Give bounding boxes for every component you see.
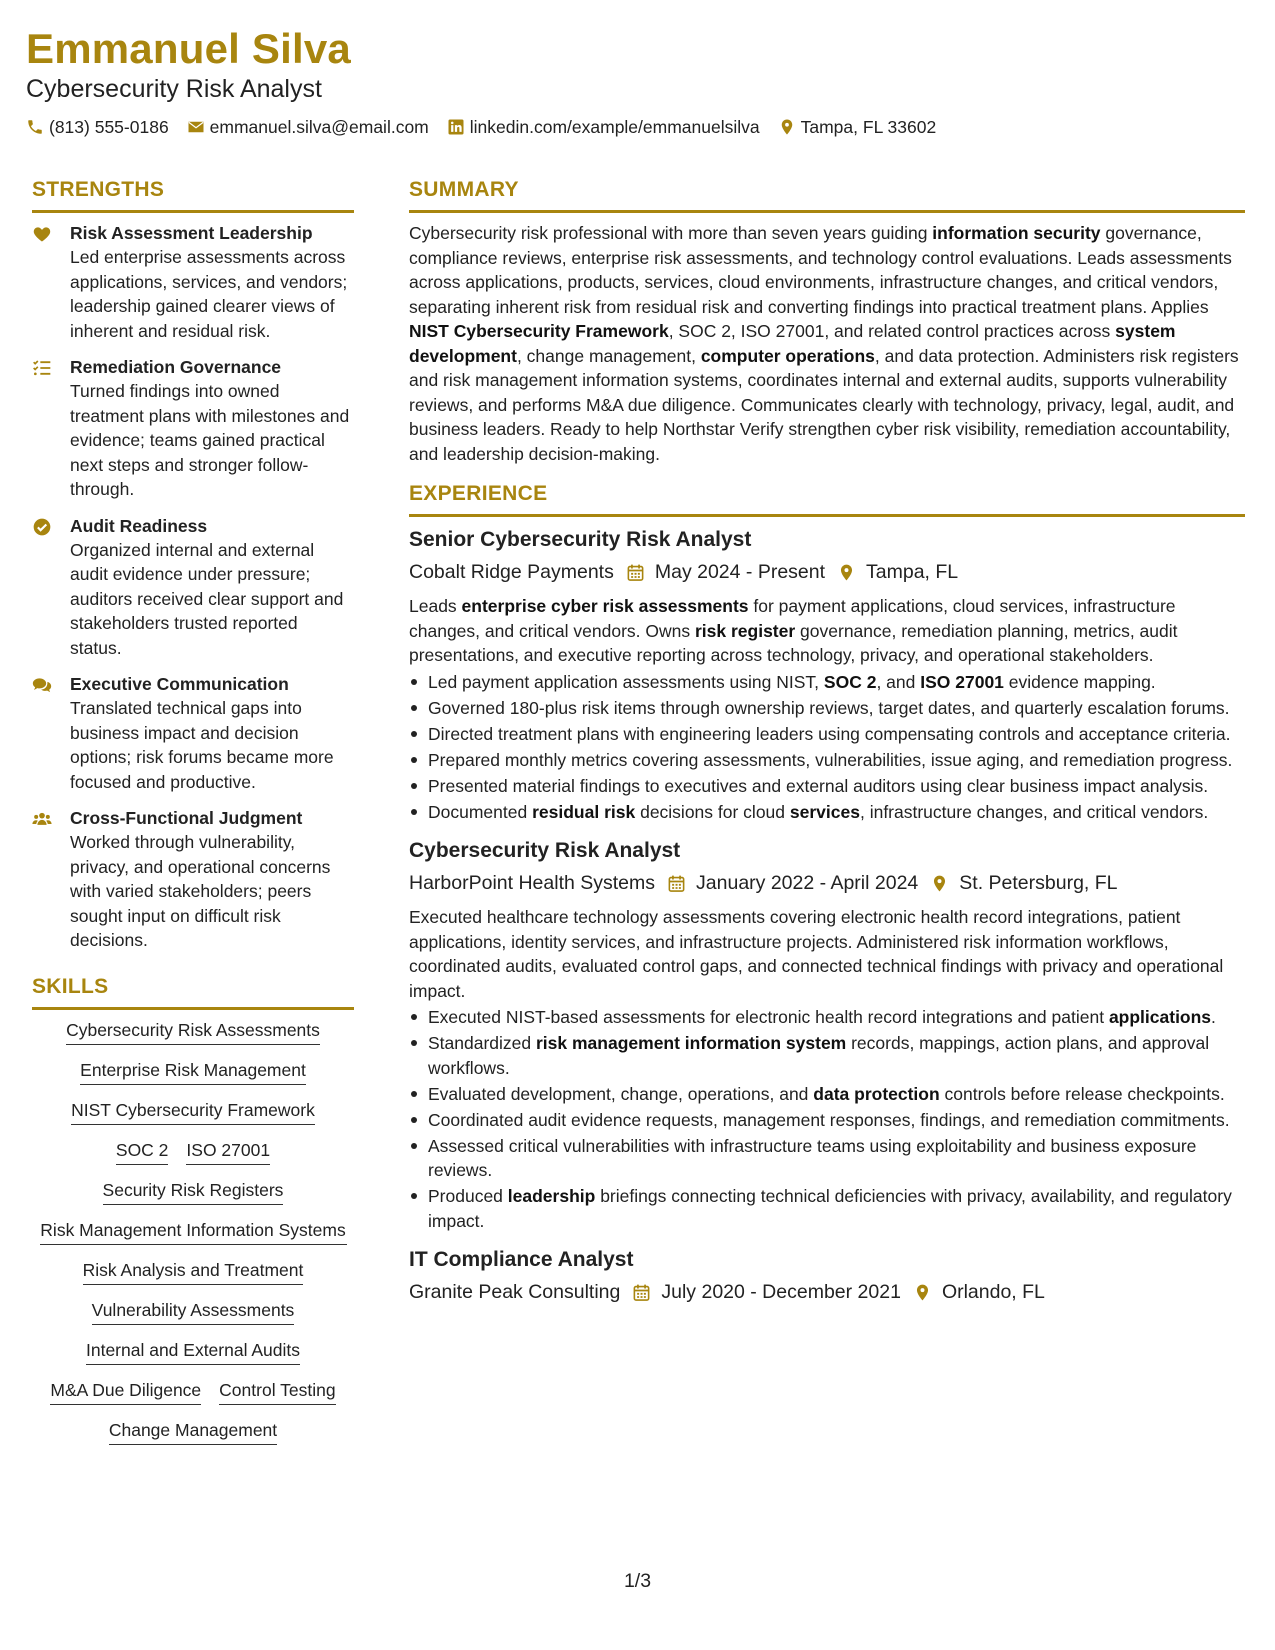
section-divider [409, 210, 1245, 213]
job-location: Orlando, FL [941, 1281, 1045, 1303]
contact-bar [26, 114, 1246, 140]
job-location: St. Petersburg, FL [959, 872, 1118, 894]
job-meta [409, 868, 1245, 898]
skill-tag: SOC 2 [116, 1138, 169, 1165]
skill-tag: Risk Analysis and Treatment [83, 1258, 304, 1285]
section-divider [32, 1007, 354, 1010]
job-location: Tampa, FL [866, 561, 959, 583]
strength-item [32, 514, 354, 661]
skill-tag: ISO 27001 [186, 1138, 270, 1165]
emphasis-text: information security [932, 223, 1101, 243]
emphasis-text: computer operations [700, 345, 875, 366]
bullet-item: Assessed critical vulnerabilities with infrastructure teams using exploitability and business exposure reviews. [409, 1134, 1245, 1183]
emphasis-text: residual risk [532, 801, 636, 822]
email-text: emmanuel.silva@email.com [209, 116, 429, 137]
job-bullets [409, 670, 1245, 825]
strengths-heading: STRENGTHS [32, 178, 165, 201]
bullet-item: Documented residual risk decisions for cloud services, infrastructure changes, and critical vendors. [409, 800, 1245, 825]
section-divider [32, 210, 354, 213]
experience-heading: EXPERIENCE [409, 482, 548, 505]
bullet-item: Evaluated development, change, operations, and data protection controls before release checkpoints. [409, 1082, 1245, 1107]
job-bullets [409, 1005, 1245, 1233]
bullet-item: Executed NIST-based assessments for electronic health record integrations and patient applications. [409, 1005, 1245, 1030]
emphasis-text: applications [1108, 1007, 1212, 1027]
map-pin-icon [778, 118, 796, 136]
bullet-item: Coordinated audit evidence requests, management responses, findings, and remediation commitments. [409, 1108, 1245, 1133]
emphasis-text: NIST Cybersecurity Framework [409, 321, 669, 341]
emphasis-text: risk register [694, 620, 796, 641]
strength-title: Executive Communication [70, 674, 289, 694]
job-meta [409, 557, 1245, 587]
bullet-item: Produced leadership briefings connecting technical deficiencies with privacy, availability, and regulatory impact. [409, 1184, 1245, 1233]
contact-email[interactable] [187, 117, 429, 138]
job-entry [409, 525, 1245, 824]
contact-phone[interactable] [26, 117, 169, 138]
skill-tag: Internal and External Audits [86, 1338, 300, 1365]
job-title: Cybersecurity Risk Analyst [409, 839, 681, 862]
contact-linkedin[interactable] [447, 117, 760, 138]
strength-item [32, 221, 354, 343]
skills-heading: SKILLS [32, 974, 109, 998]
emphasis-text: services [789, 801, 860, 822]
emphasis-text: leadership [507, 1186, 596, 1206]
section-divider [409, 514, 1245, 517]
skill-tag: Vulnerability Assessments [92, 1298, 295, 1325]
candidate-title: Cybersecurity Risk Analyst [26, 75, 322, 103]
candidate-name: Emmanuel Silva [26, 25, 351, 72]
left-column [32, 176, 354, 1445]
summary-heading: SUMMARY [409, 178, 519, 201]
skill-tag: M&A Due Diligence [50, 1378, 201, 1405]
bullet-item: Governed 180-plus risk items through ownership reviews, target dates, and quarterly escalation forums. [409, 696, 1245, 721]
skill-tag: NIST Cybersecurity Framework [71, 1098, 315, 1125]
job-entry [409, 836, 1245, 1233]
job-entry [409, 1245, 1245, 1307]
job-description: Leads enterprise cyber risk assessments for payment applications, cloud services, infrastructure changes, and critical vendors. Owns risk register governance, remediation planning, metrics, audit presentations, and executive reporting across technology, privacy, and operational stakeholders. [409, 596, 1178, 665]
strength-desc: Organized internal and external audit evidence under pressure; auditors received clear support and stakeholders trusted reported status. [70, 539, 344, 658]
job-dates: May 2024 - Present [654, 561, 826, 583]
bullet-item: Led payment application assessments using NIST, SOC 2, and ISO 27001 evidence mapping. [409, 670, 1245, 695]
strength-item [32, 672, 354, 794]
right-column [409, 176, 1245, 1307]
comments-icon [32, 675, 52, 695]
strength-title: Cross-Functional Judgment [70, 808, 303, 828]
calendar-icon [626, 563, 645, 582]
strength-item [32, 806, 354, 953]
emphasis-text: ISO 27001 [920, 671, 1004, 692]
job-title: Senior Cybersecurity Risk Analyst [409, 528, 752, 551]
calendar-icon [632, 1283, 651, 1302]
users-icon [32, 809, 52, 829]
phone-text: (813) 555-0186 [49, 116, 169, 137]
strength-item [32, 355, 354, 502]
envelope-icon [187, 118, 205, 136]
calendar-icon [667, 874, 686, 893]
summary-text: Cybersecurity risk professional with more than seven years guiding information security governance, compliance reviews, enterprise risk assessments, and technology control evaluations. Leads assessments across applications, products, services, cloud environments, infrastructure changes, and critical vendors, separating inherent risk from residual risk and converting findings into practical treatment plans. Applies NIST Cybersecurity Framework, SOC 2, ISO 27001, and related control practices across system development, change management, computer operations, and data protection. Administers risk registers and risk management information systems, coordinates internal and external audits, supports vulnerability reviews, and performs M&A due diligence. Communicates clearly with technology, privacy, legal, audit, and business leaders. Ready to help Northstar Verify strengthen cyber risk visibility, remediation accountability, and leadership decision-making. [409, 223, 1239, 464]
bullet-item: Directed treatment plans with engineering leaders using compensating controls and acceptance criteria. [409, 722, 1245, 747]
emphasis-text: enterprise cyber risk assessments [461, 596, 749, 616]
job-dates: January 2022 - April 2024 [696, 872, 919, 894]
map-pin-icon [913, 1283, 932, 1302]
bullet-item: Standardized risk management information system records, mappings, action plans, and approval workflows. [409, 1031, 1245, 1080]
skills-list [32, 1018, 354, 1445]
company-name: Granite Peak Consulting [409, 1281, 621, 1303]
strength-desc: Turned findings into owned treatment plans with milestones and evidence; teams gained practical next steps and stronger follow-through. [70, 381, 350, 499]
linkedin-text: linkedin.com/example/emmanuelsilva [469, 116, 760, 137]
strength-desc: Worked through vulnerability, privacy, and operational concerns with varied stakeholders; peers sought input on difficult risk decisions. [70, 832, 331, 950]
check-circle-icon [32, 517, 52, 537]
resume-header [26, 24, 1246, 140]
strength-title: Remediation Governance [70, 357, 282, 377]
skill-tag: Control Testing [219, 1378, 335, 1405]
skill-tag: Enterprise Risk Management [80, 1058, 306, 1085]
page-number: 1/3 [623, 1570, 652, 1592]
job-description: Executed healthcare technology assessments covering electronic health record integrations, patient applications, identity services, and infrastructure projects. Administered risk information workflows, coordinated audits, evaluated control gaps, and connected technical findings with privacy and operational impact. [409, 907, 1224, 1001]
list-check-icon [32, 358, 52, 378]
skill-tag: Security Risk Registers [103, 1178, 284, 1205]
strength-title: Audit Readiness [70, 515, 208, 536]
job-title: IT Compliance Analyst [409, 1248, 634, 1271]
emphasis-text: risk management information system [536, 1033, 847, 1053]
contact-location [778, 117, 937, 138]
heart-icon [32, 224, 52, 244]
job-meta [409, 1277, 1245, 1307]
linkedin-icon [447, 118, 465, 136]
skill-tag: Risk Management Information Systems [40, 1218, 347, 1245]
phone-icon [26, 118, 44, 136]
strength-title: Risk Assessment Leadership [70, 223, 313, 243]
skill-tag: Change Management [109, 1418, 277, 1445]
company-name: HarborPoint Health Systems [409, 872, 656, 894]
location-text: Tampa, FL 33602 [800, 116, 937, 137]
emphasis-text: SOC 2 [823, 671, 877, 692]
emphasis-text: system development [409, 321, 1176, 366]
bullet-item: Presented material findings to executives and external auditors using clear business impact analysis. [409, 774, 1245, 799]
job-dates: July 2020 - December 2021 [661, 1281, 901, 1303]
strength-desc: Led enterprise assessments across applications, services, and vendors; leadership gained clearer views of inherent and residual risk. [70, 247, 348, 341]
bullet-item: Prepared monthly metrics covering assessments, vulnerabilities, issue aging, and remediation progress. [409, 748, 1245, 773]
strength-desc: Translated technical gaps into business impact and decision options; risk forums became more focused and productive. [70, 698, 334, 792]
strengths-list [32, 221, 354, 953]
map-pin-icon [837, 563, 856, 582]
map-pin-icon [930, 874, 949, 893]
emphasis-text: data protection [813, 1083, 940, 1104]
skill-tag: Cybersecurity Risk Assessments [66, 1018, 320, 1045]
company-name: Cobalt Ridge Payments [409, 561, 614, 583]
